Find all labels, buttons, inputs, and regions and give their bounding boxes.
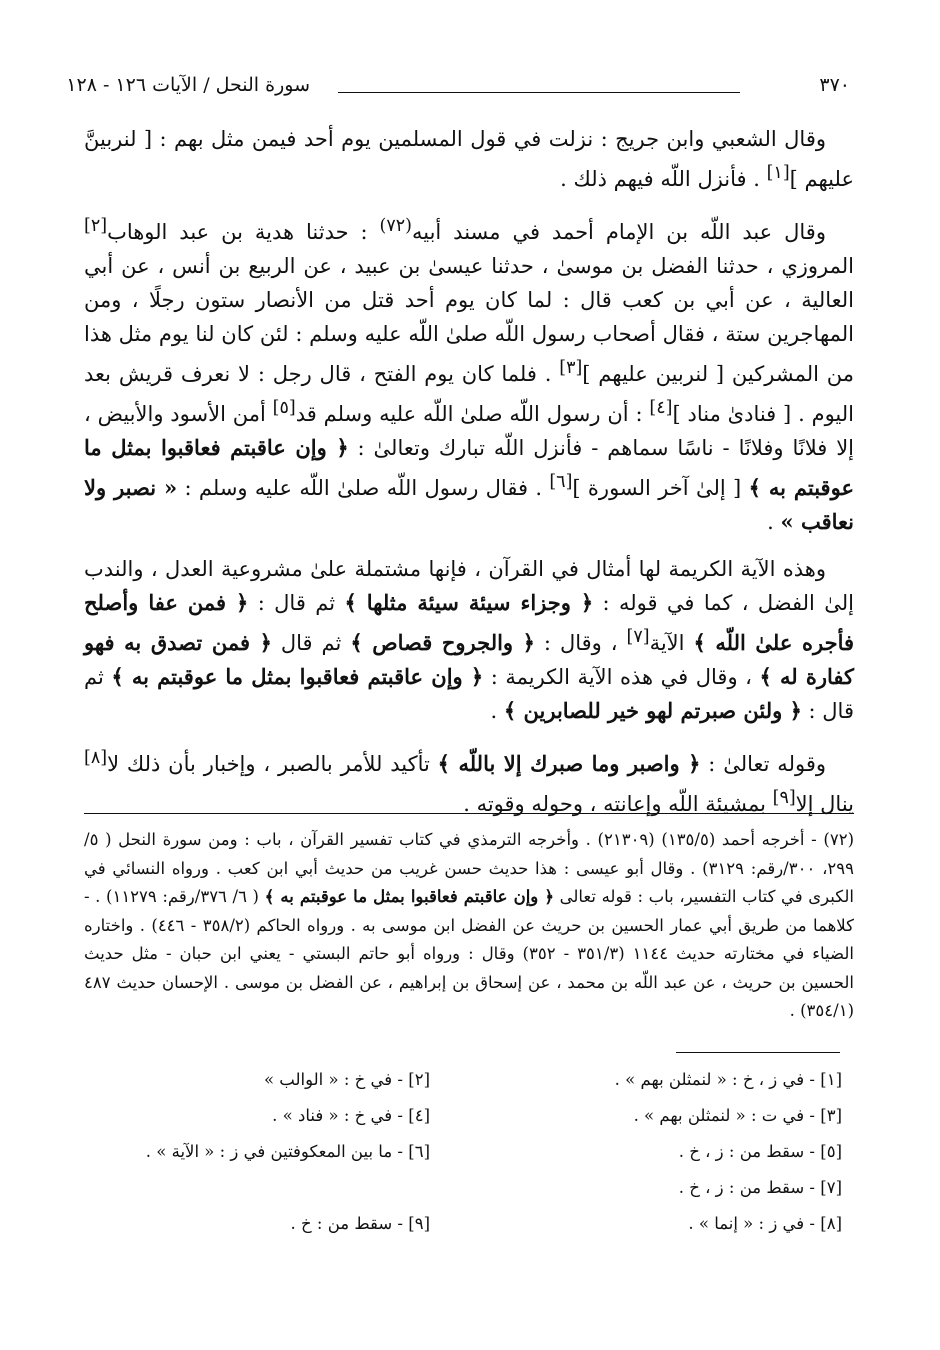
- variant-note: [٨] - في ز : « إنما » .: [688, 1214, 842, 1233]
- variant-note: [٥] - سقط من : ز ، خ .: [678, 1142, 842, 1161]
- footnote-ref: (٧٢): [379, 216, 412, 236]
- variant-note: [٤] - في خ : « فناد » .: [272, 1106, 430, 1125]
- running-title: سورة النحل / الآيات ١٢٦ - ١٢٨: [66, 74, 310, 96]
- paragraph-1: وقال الشعبي وابن جريج : نزلت في قول المسلمين يوم أحد فيمن مثل بهم : [ لنربينَّ عليهم ][١] . فأنزل اللّه فيهم ذلك .: [84, 127, 854, 191]
- variant-note: [٩] - سقط من : خ .: [290, 1214, 430, 1233]
- variant-note: [٧] - سقط من : ز ، خ .: [678, 1178, 842, 1197]
- quran-verse: ﴿ فمن تصدق به فهو كفارة له ﴾: [84, 630, 854, 689]
- footnote-ref: [٦]: [549, 472, 573, 492]
- variants-separator: [676, 1052, 840, 1053]
- quran-verse: ﴿ وإن عاقبتم فعاقبوا بمثل ما عوقبتم به ﴾: [264, 887, 555, 906]
- footnote-ref: [٤]: [649, 398, 673, 418]
- hadith-quote: « نصبر ولا نعاقب »: [84, 475, 854, 534]
- header-rule: [338, 92, 740, 93]
- quran-verse: ﴿ فمن عفا وأصلح فأجره علىٰ اللّه ﴾: [84, 590, 855, 655]
- footnote-ref: [١]: [766, 163, 790, 183]
- footnote-ref: [٢]: [84, 216, 108, 236]
- footnote-ref: [٩]: [772, 788, 796, 808]
- variant-note: [٣] - في ت : « لنمثلن بهم » .: [633, 1106, 842, 1125]
- variant-note: [٢] - في خ : « الوالب »: [263, 1070, 430, 1089]
- quran-verse: ﴿ وإن عاقبتم فعاقبوا بمثل ما عوقبتم به ﴾: [111, 664, 484, 689]
- variant-note: [٦] - ما بين المعكوفتين في ز : « الآية » .: [145, 1142, 430, 1161]
- quran-verse: ﴿ واصبر وما صبرك إلا باللّه ﴾: [437, 751, 701, 776]
- paragraph-4: وقوله تعالىٰ : ﴿ واصبر وما صبرك إلا باللّه ﴾ تأكيد للأمر بالصبر ، وإخبار بأن ذلك لا[٨] ينال إلا[٩] بمشيئة اللّه وإعانته ، وحوله وقوته .: [84, 748, 854, 816]
- footnote-ref: [٨]: [84, 748, 108, 768]
- page-number: ٣٧٠: [819, 74, 850, 96]
- footnote-ref: [٣]: [559, 358, 583, 378]
- footnote-section: [84, 826, 854, 1026]
- footnote-separator: [84, 813, 854, 814]
- paragraph-2: وقال عبد اللّه بن الإمام أحمد في مسند أبيه$^{(٧٢)}$ : حدثنا هدية بن عبد الوهاب[٢] المروزي ، حدثنا الفضل بن موسىٰ ، حدثنا عيسىٰ بن عبيد ، عن الربيع بن أنس ، عن أبي العالية ، عن أبي بن كعب قال : لما كان يوم أحد قتل من الأنصار ستون رجلًا ، ومن المهاجرين ستة ، فقال أصحاب رسول اللّه صلىٰ اللّه عليه وسلم : لئن كان لنا يوم مثل هذا من المشركين [ لنربين عليهم ][٣] . فلما كان يوم الفتح ، قال رجل : لا نعرف قريش بعد اليوم . [ فنادىٰ مناد ][٤] : أن رسول اللّه صلىٰ اللّه عليه وسلم قد[٥] أمن الأسود والأبيض ، إلا فلانًا وفلانًا - ناسًا سماهم - فأنزل اللّه تبارك وتعالىٰ : ﴿ وإن عاقبتم فعاقبوا بمثل ما عوقبتم به ﴾ [ إلىٰ آخر السورة ][٦] . فقال رسول اللّه صلىٰ اللّه عليه وسلم : « نصبر ولا نعاقب » .: [84, 216, 855, 534]
- page-header: [66, 62, 850, 110]
- quran-verse: ﴿ والجروح قصاص ﴾: [350, 630, 535, 655]
- footnote-ref: [٥]: [272, 398, 296, 418]
- variant-note: [١] - في ز ، خ : « لنمثلن بهم » .: [614, 1070, 842, 1089]
- footnote-ref: [٧]: [626, 627, 650, 647]
- quran-verse: ﴿ وإن عاقبتم فعاقبوا بمثل ما عوقبتم به ﴾: [84, 435, 854, 500]
- paragraph-3: وهذه الآية الكريمة لها أمثال في القرآن ، فإنها مشتملة علىٰ مشروعية العدل ، والندب إلىٰ الفضل ، كما في قوله : ﴿ وجزاء سيئة سيئة مثلها ﴾ ثم قال : ﴿ فمن عفا وأصلح فأجره علىٰ اللّه ﴾ الآية[٧] ، وقال : ﴿ والجروح قصاص ﴾ ثم قال ﴿ فمن تصدق به فهو كفارة له ﴾ ، وقال في هذه الآية الكريمة : ﴿ وإن عاقبتم فعاقبوا بمثل ما عوقبتم به ﴾ ثم قال : ﴿ ولئن صبرتم لهو خير للصابرين ﴾ .: [84, 557, 855, 723]
- quran-verse: ﴿ وجزاء سيئة سيئة مثلها ﴾: [344, 590, 594, 615]
- main-text: [84, 122, 854, 834]
- footnote-72: (٧٢) - أخرجه أحمد (١٣٥/٥) (٢١٣٠٩) . وأخرجه الترمذي في كتاب تفسير القرآن ، باب : ومن سورة النحل ( ٥/ ٢٩٩، ٣٠٠/رقم: ٣١٢٩) . وقال أبو عيسى : هذا حديث حسن غريب من حديث أبي ابن كعب . ورواه النسائي في الكبرى في كتاب التفسير، باب : قوله تعالى ﴿ وإن عاقبتم فعاقبوا بمثل ما عوقبتم به ﴾ ( ٦/ ٣٧٦/رقم: ١١٢٧٩) . - كلاهما من طريق أبي عمار الحسين بن حريث عن الفضل ابن موسى به . ورواه الحاكم (٣٥٨/٢ - ٤٤٦) . واختاره الضياء في مختارته حديث ١١٤٤ (٣٥١/٣ - ٣٥٢) وقال : ورواه أبو حاتم البستي - يعني ابن حبان - مثل حديث الحسين بن حريث ، عن عبد اللّه بن محمد ، عن إسحاق بن إبراهيم ، عن الفضل بن موسى . الإحسان حديث ٤٨٧ (٣٥٤/١) .: [84, 830, 854, 1020]
- quran-verse: ﴿ ولئن صبرتم لهو خير للصابرين ﴾: [503, 698, 802, 723]
